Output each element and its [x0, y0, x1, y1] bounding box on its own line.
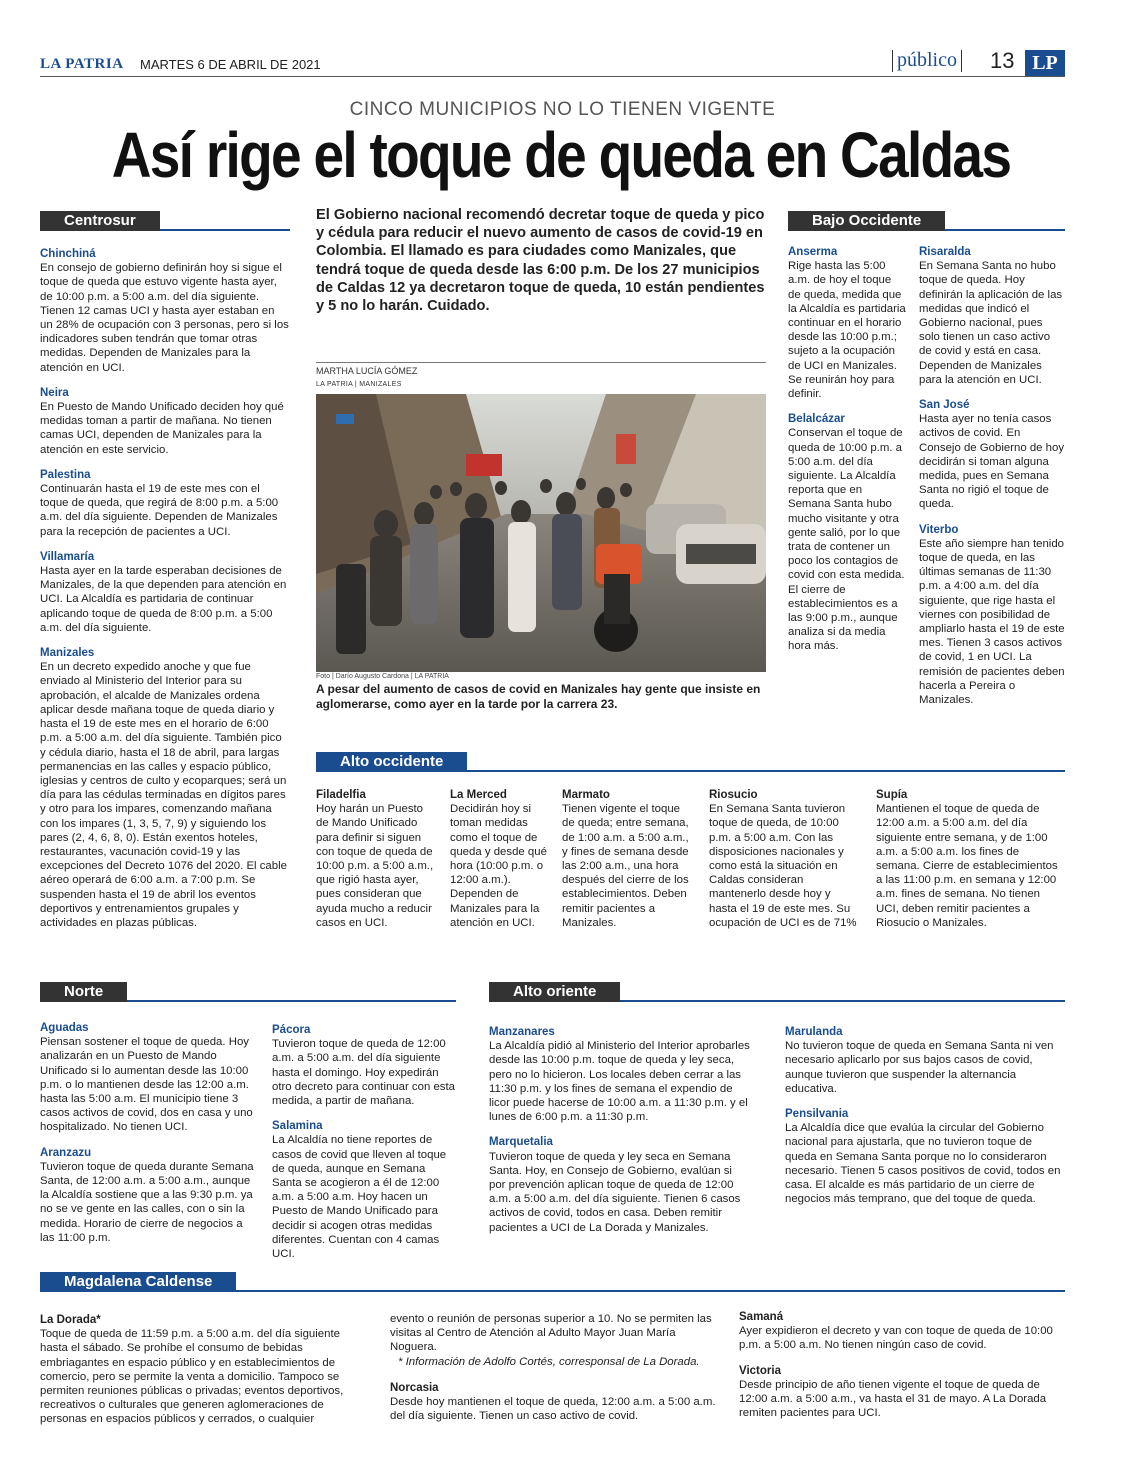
town-name: Marulanda — [785, 1026, 843, 1038]
magdalena-col3 — [739, 1310, 1065, 1420]
alto-occidente-marmato — [562, 788, 692, 930]
source-note: * Información de Adolfo Cortés, corresponsal de La Dorada. — [398, 1355, 700, 1368]
divider — [961, 50, 962, 72]
magdalena-col2 — [390, 1312, 720, 1423]
section-title: Bajo Occidente — [788, 211, 945, 231]
section-title: Alto occidente — [316, 752, 467, 772]
town-text: Ayer expidieron el decreto y van con toque de queda de 10:00 p.m. a 5:00 a.m. No tienen ningún caso de covid. — [739, 1325, 1053, 1352]
town-name: Chinchiná — [40, 248, 96, 260]
divider — [892, 50, 893, 72]
town-text: Toque de queda de 11:59 p.m. a 5:00 a.m. del día siguiente hasta el sábado. Se prohíbe el consumo de bebidas embriagantes en espacio público y en establecimientos de comercio, pero se permite la venta a domicilio. Tampoco se permiten reuniones públicas o privadas; eventos deportivos, recreativos o culturales que generen aglomeraciones de personas en espacios públicos y cerrados, o cualquier — [40, 1328, 344, 1426]
town-text: Este año siempre han tenido toque de queda, en las últimas semanas de 11:30 p.m. a 4:00 a.m. del día siguiente, que rige hasta el viernes con posibilidad de ampliarlo hasta el 19 de este mes. Tienen 3 casos activos de covid, 1 en UCI. La remisión de pacientes deben hacerla a Pereira o Manizales. — [919, 537, 1065, 707]
street-crowd-photo — [316, 394, 766, 672]
logo: LP — [1025, 50, 1065, 76]
town-name: Belalcázar — [788, 413, 845, 426]
section-label: público — [897, 49, 957, 71]
town-text: Continuarán hasta el 19 de este mes con el toque de queda, que regirá de 8:00 p.m. a 5:00 a.m. del día siguiente. Dependen de Manizales para la recepción de pacientes a UCI. — [40, 483, 279, 538]
town-name: Supía — [876, 789, 908, 801]
norte-col1 — [40, 1021, 255, 1245]
town-text: En Semana Santa no hubo toque de queda. Hoy definirán la aplicación de las medidas que indicó el Gobierno nacional, pues solo tienen un caso activo de covid y está en casa. Dependen de Manizales para la atención en UCI. — [919, 260, 1063, 386]
town-text: Tuvieron toque de queda y ley seca en Semana Santa. Hoy, en Consejo de Gobierno, evalúan si por prevención aplican toque de queda de 12:00 a.m. a 5:00 a.m. del día siguiente. Tienen 6 casos activos de covid, todos en casa. Deben remitir pacientes a UCI de La Dorada y Manizales. — [489, 1150, 741, 1234]
town-text: Tuvieron toque de queda de 12:00 a.m. a 5:00 a.m. del día siguiente hasta el domingo. Hoy expedirán otro decreto para continuar con esta medida, a partir de mañana. — [272, 1038, 455, 1108]
newspaper-brand: LA PATRIA — [40, 56, 124, 72]
town-text: Hoy harán un Puesto de Mando Unificado para definir si siguen con toque de queda de 10:00 p.m. a 5:00 a.m., que rigió hasta ayer, pues consideran que ayuda mucho a reducir casos en UCI. — [316, 803, 434, 929]
section-bar-alto-oriente — [489, 982, 1065, 1002]
lead-paragraph: El Gobierno nacional recomendó decretar toque de queda y pico y cédula para reducir el nuevo aumento de casos de covid-19 en Colombia. El llamado es para ciudades como Manizales, que tendrá toque de queda desde las 6:00 p.m. De los 27 municipios de Caldas 12 ya decretaron toque de queda, 10 están pendientes y 5 no lo harán. Cuidado. — [316, 207, 765, 315]
photo-caption: A pesar del aumento de casos de covid en Manizales hay gente que insiste en aglomerarse, como ayer en la tarde por la carrera 23. — [316, 682, 761, 711]
section-bar-bajo-occidente — [788, 211, 1065, 231]
alto-occidente-riosucio — [709, 788, 859, 930]
byline-rule — [316, 362, 766, 363]
town-text: En Semana Santa tuvieron toque de queda, de 10:00 p.m. a 5:00 a.m. Con las disposiciones nacionales y como está la situación en Caldas consideran mantenerlo desde hoy y hasta el 19 de este mes. Su ocupación de UCI es de 71% — [709, 803, 857, 929]
section-title: Norte — [40, 982, 127, 1002]
photo-illustration — [316, 394, 766, 672]
magdalena-col1 — [40, 1313, 370, 1427]
town-text: En Puesto de Mando Unificado deciden hoy qué medidas toman a partir de mañana. No tienen camas UCI, dependen de Manizales para la atención en este servicio. — [40, 401, 284, 456]
town-name: Samaná — [739, 1311, 784, 1323]
headline: Así rige el toque de queda en Caldas — [111, 119, 1011, 191]
byline-location: LA PATRIA | MANIZALES — [316, 381, 402, 388]
header-rule — [40, 76, 1065, 77]
town-name: Riosucio — [709, 789, 758, 801]
town-name: Aranzazu — [40, 1146, 92, 1159]
page-number: 13 — [990, 48, 1015, 73]
town-text: En consejo de gobierno definirán hoy si sigue el toque de queda que estuvo vigente hasta ayer, de 10:00 p.m. a 5:00 a.m. del día siguiente. Tienen 12 camas UCI y hasta ayer estaban en un 28% de ocupación con 3 personas, pero si los indicadores suben tendrán que tomar otras medidas. Dependen de Manizales para la atención en UCI. — [40, 262, 289, 374]
town-name: Viterbo — [919, 523, 959, 536]
norte-col2 — [272, 1023, 457, 1261]
town-text: No tuvieron toque de queda en Semana Santa ni ven necesario aplicarlo por sus bajos casos de covid, aunque tuvieron que suspender la alternancia educativa. — [785, 1040, 1054, 1095]
town-text: Rige hasta las 5:00 a.m. de hoy el toque de queda, medida que la Alcaldía es partidaria continuar en el horario desde las 10:00 p.m.; sujeto a la ocupación de UCI en Manizales. Se reunirán hoy para definir. — [788, 260, 906, 401]
town-name: Salamina — [272, 1120, 323, 1133]
section-title: Centrosur — [40, 211, 160, 231]
town-name: Marquetalia — [489, 1136, 553, 1149]
section-title: Magdalena Caldense — [40, 1272, 236, 1292]
section-name — [888, 49, 966, 72]
town-text: Desde principio de año tienen vigente el toque de queda de 12:00 a.m. a 5:00 a.m., va hasta el 31 de mayo. A La Dorada remiten pacientes para UCI. — [739, 1378, 1047, 1420]
kicker: CINCO MUNICIPIOS NO LO TIENEN VIGENTE — [349, 99, 776, 120]
town-name: Filadelfia — [316, 789, 366, 801]
section-bar-norte — [40, 982, 456, 1002]
town-text: Desde hoy mantienen el toque de queda, 12:00 a.m. a 5:00 a.m. del día siguiente. Tienen un caso activo de covid. — [390, 1396, 716, 1423]
town-text: En un decreto expedido anoche y que fue enviado al Ministerio del Interior para su aprobación, el alcalde de Manizales ordena aplicar desde mañana toque de queda diario y hasta el 19 de este mes en el horario de 6:00 p.m. a 5:00 a.m. del día siguiente. También pico y cédula diario, hasta el 18 de abril, para largas permanencias en las calles y espacio público, iglesias y centros de culto y ecoparques; será un día para las cédulas terminadas en dígitos pares y otro para los impares, comenzando mañana con los impares (1, 3, 5, 7, 9) y siguiendo los pares (2, 4, 6, 8, 0). Están exentos hoteles, restaurantes, vacunación covid-19 y las excepciones del Decreto 1076 del 2020. El cable aéreo operará de 6:00 a.m. a 7:00 p.m. Se suspenden hasta el 19 de abril los eventos deportivos y entrenamientos grupales y actividades en plazas públicas. — [40, 661, 287, 929]
town-text: evento o reunión de personas superior a 10. No se permiten las visitas al Centro de Atención al Adulto Mayor Juan María Noguera. — [390, 1313, 712, 1354]
section-bar-alto-occidente — [316, 752, 1065, 772]
town-text: La Alcaldía pidió al Ministerio del Interior aprobarles desde las 10:00 p.m. toque de queda y ley seca, pero no lo hicieron. Los locales deben cerrar a las 11:30 p.m. y los fines de semana el expendio de licor puede hacerse de 10:00 a.m. a 11:30 p.m. y el lunes de 6:00 p.m. a 11:30 p.m. — [489, 1040, 750, 1124]
town-name: Manizales — [40, 647, 95, 660]
town-name: La Dorada* — [40, 1314, 101, 1326]
town-name: San José — [919, 399, 970, 412]
town-name: Marmato — [562, 789, 610, 801]
town-name: Aguadas — [40, 1022, 89, 1034]
town-name: Pensilvania — [785, 1108, 849, 1121]
town-name: Neira — [40, 386, 69, 399]
town-text: Tienen vigente el toque de queda; entre semana, de 1:00 a.m. a 5:00 a.m., y fines de semana desde las 2:00 a.m., una hora después del cierre de los establecimientos. Deben remitir pacientes a Manizales. — [562, 803, 689, 929]
town-name: Pácora — [272, 1024, 311, 1036]
town-text: Hasta ayer no tenía casos activos de covid. En Consejo de Gobierno de hoy decidirán si toman alguna medida, pues en Semana Santa no rigió el toque de queda. — [919, 413, 1065, 511]
town-name: Palestina — [40, 468, 91, 481]
town-text: Hasta ayer en la tarde esperaban decisiones de Manizales, de la que dependen para atención en UCI. La Alcaldía es partidaria de continuar aplicando toque de queda de 8:00 p.m. a 5:00 a.m. del día siguiente. — [40, 565, 287, 634]
town-name: La Merced — [450, 789, 507, 801]
issue-date: MARTES 6 DE ABRIL DE 2021 — [140, 57, 321, 72]
town-text: Piensan sostener el toque de queda. Hoy analizarán en un Puesto de Mando Unificado si lo aumentan desde las 10:00 p.m. o lo mantienen desde las 12:00 a.m. hasta las 5:00 a.m. El municipio tiene 3 casos activos de covid, dos en casa y uno hospitalizado. No tienen UCI. — [40, 1036, 253, 1134]
town-name: Manzanares — [489, 1026, 555, 1038]
section-bar-centrosur — [40, 211, 290, 231]
town-name: Villamaría — [40, 550, 95, 563]
bajo-occidente-col1 — [788, 245, 906, 654]
town-name: Victoria — [739, 1364, 781, 1377]
alto-oriente-col1 — [489, 1025, 751, 1235]
town-text: Conservan el toque de queda de 10:00 p.m. a 5:00 a.m. del día siguiente. La Alcaldía reporta que en Semana Santa hubo mucho visitante y otra gente salió, por lo que trata de contener un poco los contagios de covid con esta medida. El cierre de establecimientos es a las 9:00 p.m., aunque analiza si da media hora más. — [788, 427, 905, 653]
alto-occidente-filadelfia — [316, 788, 434, 930]
alto-occidente-la-merced — [450, 788, 550, 930]
centrosur-column — [40, 247, 290, 930]
section-bar-magdalena — [40, 1272, 1065, 1292]
alto-oriente-col2 — [785, 1025, 1065, 1206]
alto-occidente-supia — [876, 788, 1065, 930]
town-text: La Alcaldía no tiene reportes de casos de covid que lleven al toque de queda, aunque en Semana Santa se acogieron a él de 12:00 a.m. a 5:00 a.m. Hoy hacen un Puesto de Mando Unificado para decidir si acogen otras medidas diferentes. Cuentan con 4 camas UCI. — [272, 1134, 447, 1261]
photo-credit: Foto | Darío Augusto Cardona | LA PATRIA — [316, 673, 449, 680]
town-name: Risaralda — [919, 246, 971, 258]
town-text: Mantienen el toque de queda de 12:00 a.m. a 5:00 a.m. del día siguiente entre semana, y de 1:00 a.m. a 5:00 a.m. los fines de semana. Cierre de establecimientos a las 11:00 p.m. en semana y 12:00 a.m. fines de semana. No tienen UCI, deben remitir pacientes a Riosucio o Manizales. — [876, 803, 1058, 929]
town-name: Anserma — [788, 246, 838, 258]
byline: MARTHA LUCÍA GÓMEZ — [316, 366, 418, 376]
section-title: Alto oriente — [489, 982, 620, 1002]
town-text: La Alcaldía dice que evalúa la circular del Gobierno nacional para ajustarla, que no tuvieron toque de queda en Semana Santa porque no lo consideraron necesario. Tienen 5 casos positivos de covid, todos en casa. El alcalde es más partidario de un cierre de negocios más temprano, que del toque de queda. — [785, 1122, 1061, 1206]
town-name: Norcasia — [390, 1381, 439, 1394]
bajo-occidente-col2 — [919, 245, 1065, 707]
town-text: Decidirán hoy si toman medidas como el toque de queda y desde qué hora (10:00 p.m. o 12:00 a.m.). Dependen de Manizales para la atención en UCI. — [450, 803, 547, 929]
town-text: Tuvieron toque de queda durante Semana Santa, de 12:00 a.m. a 5:00 a.m., aunque la Alcaldía sostiene que a las 9:30 p.m. ya no se ve gente en las calles, con o sin la medida. Horario de cierre de negocios a las 11:00 p.m. — [40, 1160, 254, 1244]
